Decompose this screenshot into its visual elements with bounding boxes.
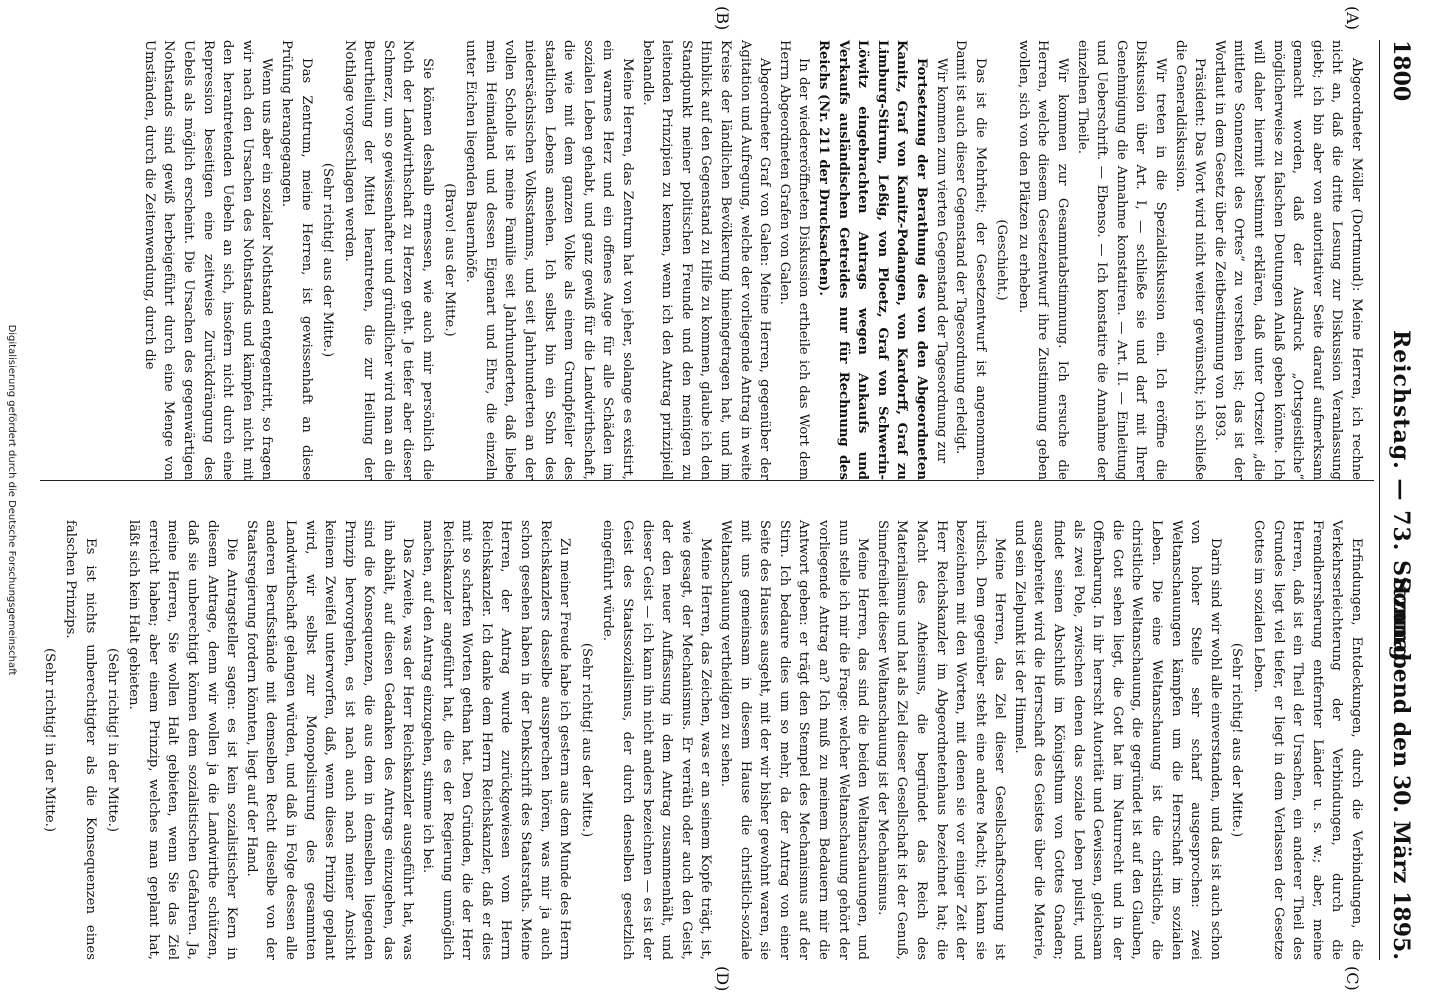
paragraph: Meine Herren, das Ziel dieser Gesellschaftsordnung ist irdisch. Dem gegenüber steht eine andere Macht; ich kann sie bezeichnen mit den Worten, mit denen sie vor einiger Zeit der Herr Reichskanzler im Abgeordnetenhaus bezeichnet hat; die Macht des Atheismus, die begründet das Reich des Materialismus und hat als Ziel dieser Gesellschaft ist der Genuß, Sinnefreiheit dieser Weltanschauung ist der Mechanismus. <box>874 520 1008 960</box>
paragraph: In der wiedereröffneten Diskussion ertheile ich das Wort dem Herrn Abgeordneten Grafen von Galen. <box>776 40 812 480</box>
footer-strip <box>0 0 20 1000</box>
interjection: (Sehr richtig! in der Mitte.) <box>104 648 120 832</box>
paragraph: Es ist nichts unberechtigter als die Konsequenzen eines falschen Prinzips. <box>63 520 98 960</box>
margin-letter-d: (D) <box>713 966 732 992</box>
footer-note: Digitalisierung gefördert durch die Deutsche Forschungsgemeinschaft <box>6 324 17 676</box>
paragraph: Sie können deshalb ermessen, wie auch mir persönlich die Noth der Landwirthschaft zu Herzen geht. Je tiefer aber dieser Schmerz, um so gewissenhafter und gründlicher wird man an die Beurtheilung der Mittel herantreten, die zur Heilung der Nothlage vorgeschlagen werden. <box>341 40 436 480</box>
page-header <box>1379 40 1414 960</box>
paragraph: Erfindungen, Entdeckungen, durch die Verbindungen, die Verkehrserleichterung der Verbindungen, durch die Fremdherrsherung entfernter Länder u. s. w.; aber, meine Herren, daß ist ein Theil der Ursachen, ein anderer Theil des Grundes liegt viel tiefer, er liegt in dem Verlassen der Gesetze Gottes im sozialen Leben. <box>1251 520 1364 960</box>
paragraph: Wenn uns aber ein sozialer Nothstand entgegentritt, so fragen wir nach den Ursachen des Nothstands und kämpfen nicht mit den herantretenden Uebeln an sich, insofern nicht durch eine Repression beseitigen eine zeitweise Zurückdrängung des Uebels als möglich erscheint. Die Ursachen des gegenwärtigen Nothstands sind gewiß herbeigeführt durch eine Menge von Umständen, durch die Zeitenwendung, durch die <box>141 40 275 480</box>
paragraph: Die Antragsteller sagen: es ist kein sozialistischer Kern in diesem Antrage, denn wir wollen ja die Landwirthe schützen, daß sie unberechtigt können dem sozialistischen Gefahren. Ja, meine Herren, Sie wollen Halt gebieten, wenn Sie das Ziel erreicht haben; aber einem Prinzip, welches man geplant hat, läßt sich kein Halt gebieten. <box>126 520 240 960</box>
paragraph: Präsident: Das Wort wird nicht weiter gewünscht; ich schließe die Generaldiskussion. <box>1172 40 1208 480</box>
page-number: 1800 <box>1388 40 1414 102</box>
page-title: Reichstag. — 73. Sitzung. <box>1388 329 1414 671</box>
interjection: (Geschieht.) <box>994 219 1010 301</box>
interjection: (Sehr richtig! in der Mitte.) <box>41 648 57 832</box>
paragraph: Abgeordneter Graf von Galen: Meine Herren, gegenüber der Agitation und Aufregung, welche der vorliegende Antrag in weite Kreise der ländlichen Bevölkerung hineingetragen hat, und im Hinblick auf den Gegenstand zu Hilfe zu kommen, glaube ich den Standpunkt meiner politischen Freunde und den meinigen zu leitenden Prinzipien zu kennen, wenn ich den Antrag prinzipiell behandle. <box>639 40 773 480</box>
paragraph: Meine Herren, das sind die beiden Weltanschauungen, und nun stelle ich mir die Frage: welcher Weltanschauung gehört der vorliegende Antrag an? Ich muß zu meinem Bedauern mir die Antwort geben: er trägt den Stempel des Mechanismus auf der Stirn. Ich bedaure dies um so mehr, da der Antrag von einer Seite des Hauses ausgeht, mit der wir bisher gewohnt waren, sie mit uns gemeinsam in diesem Hause die christlich-soziale Weltanschauung vertheidigen zu sehen. <box>718 520 871 960</box>
margin-letter-b: (B) <box>713 6 732 31</box>
paragraph: Meine Herren, das Zeichen, was er an seinem Kopfe trägt, ist, wie gesagt, der Mechanismus. Er verräth oder auch den Geist, der den neuer Auffassung in dem Antrag zusammenhält, und dieser Geist — ich kann ihn nicht anders bezeichnen — es ist der Geist des Staatssozialismus, der durch denselben gesetzlich eingeführt würde. <box>600 520 714 960</box>
paragraph: Wir kommen zur Gesammtabstimmung. Ich ersuche die Herren, welche diesem Gesetzentwurf ihre Zustimmung geben wollen, sich von den Plätzen zu erheben. <box>1015 40 1071 480</box>
paragraph: Wir kommen zum vierten Gegenstand der Tagesordnung zur <box>933 58 949 464</box>
interjection: (Sehr richtig! aus der Mitte.) <box>1229 642 1245 838</box>
interjection: (Sehr richtig! aus der Mitte.) <box>320 162 336 358</box>
paragraph: Darin sind wir wohl alle einverstanden, und das ist auch schon von hoher Stelle sehr scharf ausgesprochen: zwei Weltanschauungen kämpfen um die Herrschaft im sozialen Leben. Die eine Weltanschauung ist die christliche, die christliche Weltanschauung, die gegründet ist auf den Glauben, die Gott sehen liegt, die Gott hat im Naturrecht und in der Offenbarung. In ihr herrscht Autorität und Gewissen, gleichsam als zwei Pole, zwischen denen das soziale Leben pulsirt, und findet seinen Abschluß im Königsthum von Gottes Gnaden; ausgebreitet wird die Herrschaft des Geistes über die Materie, und sein Zielpunkt ist der Himmel. <box>1011 520 1223 960</box>
page-date: Sonnabend den 30. März 1895. <box>1388 576 1414 960</box>
paragraph: Zu meiner Freude habe ich gestern aus dem Munde des Herrn Reichskanzlers dasselbe aussprechen hören, was mir ja auch schon gesehen haben in der Denkschrift des Staatsraths. Meine Herren, der Antrag wurde zurückgewiesen vom Herrn Reichskanzler. Ich danke dem Herrn Reichskanzler, daß er dies mit so scharfen Worten gethan hat. Den Gründen, die der Herr Reichskanzler angeführt hat, die es der Regierung unmöglich machen, auf den Antrag einzugehen, stimme ich bei. <box>420 520 573 960</box>
right-column <box>37 520 1366 960</box>
column-divider <box>40 480 1374 481</box>
margin-letter-a: (A) <box>1343 6 1362 31</box>
left-column <box>139 40 1366 480</box>
paragraph: Das Zweite, was der Herr Reichskanzler ausgeführt hat, was ihn abhält, auf diesen Gedanken des Antrags einzugehen, das sind die Konsequenzen, die aus dem in demselben liegenden Prinzip hervorgehen, es ist nach auch nach meiner Ansicht keinem Zweifel unterworfen, daß, wenn dieses Prinzip geplant wird, wir selbst zur Monopolisirung des gesammten Landwirthschaft gelangen würden, und daß in Folge dessen alle anderen Berufsstände mit demselben Recht dieselbe von der Staatsregierung fordern könnten, liegt auf der Hand. <box>243 520 416 960</box>
paragraph: Meine Herren, das Zentrum hat von jeher, solange es existirt, ein warmes Herz und ein offenes Auge für alle Schäden im sozialen Leben gehabt, und ganz gewiß für die Landwirthschaft, die wie mit dem ganzen Volke als einem Grundpfeiler des staatlichen Lebens ansehen. Ich selbst bin ein Sohn des niedersächsischen Volksstamms, und seit Jahrhunderten an der vollen Scholle ist meine Familie seit Jahrhunderten, daß liebe mein Heimatland und dessen Eigenart und Ehre, die einzeln unter Eichen liegenden Bauernhöfe. <box>463 40 636 480</box>
paragraph: Das ist die Mehrheit; der Gesetzentwurf ist angenommen. Damit ist auch dieser Gegenstand der Tagesordnung erledigt. <box>953 40 988 480</box>
margin-letter-c: (C) <box>1343 966 1362 991</box>
paragraph: Das Zentrum, meine Herren, ist gewissenhaft an diese Prüfung herangegangen. <box>278 40 314 480</box>
paragraph: Fortsetzung der Berathung des von den Abgeordneten Kanitz, Graf von Kanitz-Podangen, von Kardorff, Graf zu Limburg-Stirum, Leßig, von Ploetz, Graf von Schwerin-Löwitz eingebrachten Antrags wegen Ankaufs und Verkaufs ausländischen Getreides nur für Rechnung des Reichs (Nr. 211 der Drucksachen). <box>815 40 929 480</box>
interjection: (Bravo! aus der Mitte.) <box>441 183 457 337</box>
paragraph: Wir treten in die Spezialdiskussion ein. Ich eröffne die Diskussion über Art. I, — schließe sie und darf mit Ihrer Genehmigung die Annahme konstatiren. — Art. II. — Einleitung und Ueberschrift. — Ebenso. — Ich konstatire die Annahme der einzelnen Theile. <box>1074 40 1169 480</box>
paragraph: Abgeordneter Möller (Dortmund): Meine Herren, ich rechne nicht an, daß die dritte Lesung zur Diskussion Veranlassung giebt; ich bin aber von autoritativer Seite darauf aufmerksam gemacht worden, daß der Ausdruck „Ortsgeistliche“ möglicherweise zu falschen Deutungen Anlaß geben könnte. Ich will daher hiermit bestimmt erklären, daß unter Ortszeit „die mittlere Sonnenzeit des Ortes“ zu verstehen ist; das ist der Wortlaut in dem Gesetz über die Zeitbestimmung von 1893. <box>1211 40 1364 480</box>
interjection: (Sehr richtig! aus der Mitte.) <box>578 642 594 838</box>
